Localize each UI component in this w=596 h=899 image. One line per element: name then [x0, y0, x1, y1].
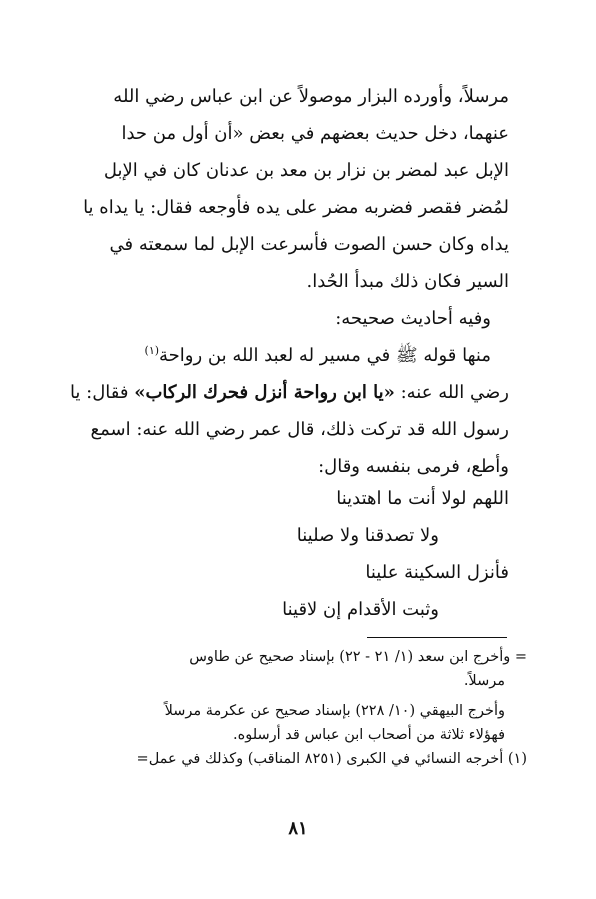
body-line: يداه وكان حسن الصوت فأسرعت الإبل لما سمعته في — [109, 234, 509, 255]
body-line: الإبل عبد لمضر بن نزار بن معد بن عدنان كان في الإبل — [103, 160, 509, 181]
prophetic-quote: «يا ابن رواحة أنزل فحرك الركاب» — [134, 382, 395, 403]
body-line: عنهما، دخل حديث بعضهم في بعض «أن أول من حدا — [121, 123, 509, 144]
footnote-continuation-line: مرسلاً. — [463, 673, 505, 689]
footnotes — [82, 645, 527, 771]
footnote-1: (١) أخرجه النسائي في الكبرى (٨٢٥١ المناقب) وكذلك في عمل= — [136, 751, 527, 767]
poem-verse: اللهم لولا أنت ما اهتدينا — [336, 488, 509, 509]
body-line: مرسلاً، وأورده البزار موصولاً عن ابن عباس رضي الله — [113, 86, 509, 107]
hadith-line-2 — [69, 374, 509, 411]
hadith-line-3: رسول الله قد تركت ذلك، قال عمر رضي الله عنه: اسمع — [90, 419, 509, 440]
body-line: لمُضر فقصر فضربه مضر على يده فأوجعه فقال: يا يداه يا — [83, 197, 509, 218]
hadith-line-4: وأطع، فرمى بنفسه وقال: — [318, 456, 509, 477]
footnote-marker-1: (١) — [144, 344, 160, 357]
body-line: السير فكان ذلك مبدأ الحُدا. — [306, 271, 509, 292]
poem — [82, 480, 509, 628]
footnote-continuation-line: وأخرج البيهقي (١٠/ ٢٢٨) بإسناد صحيح عن عكرمة مرسلاً — [164, 703, 505, 719]
hadith-line-1 — [82, 337, 509, 374]
page-number: ٨١ — [288, 818, 308, 839]
poem-verse: فأنزل السكينة علينا — [365, 562, 509, 583]
footnote-continuation-line: = وأخرج ابن سعد (١/ ٢١ - ٢٢) بإسناد صحيح عن طاوس — [189, 649, 527, 665]
poem-verse: ولا تصدقنا ولا صلينا — [296, 525, 439, 546]
poem-verse: وثبت الأقدام إن لاقينا — [282, 599, 439, 620]
hadith-line-1-text: منها قوله ﷺ في مسير له لعبد الله بن رواحة — [159, 345, 491, 366]
section-intro: وفيه أحاديث صحيحه: — [335, 308, 491, 329]
hadith-line-2-before: رضي الله عنه: — [394, 382, 509, 403]
footnote-continuation-line: فهؤلاء ثلاثة من أصحاب ابن عباس قد أرسلوه. — [233, 727, 505, 743]
footnote-separator — [367, 637, 507, 638]
main-text — [69, 78, 509, 485]
hadith-line-2-after: فقال: يا — [69, 382, 135, 403]
